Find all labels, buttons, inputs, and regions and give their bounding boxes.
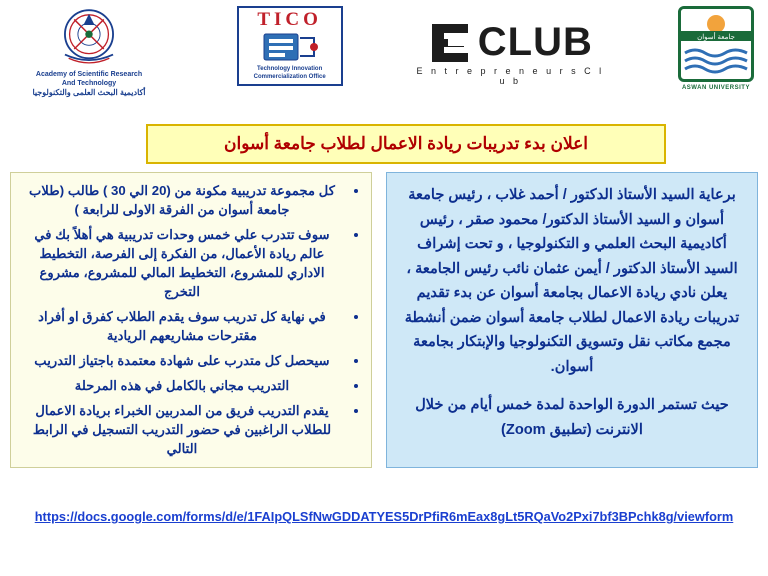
asrt-name-en-line1: Academy of Scientific Research	[35, 71, 143, 78]
tico-acronym: TICO	[257, 9, 322, 30]
club-monogram-icon	[428, 20, 472, 64]
list-item: • في نهاية كل تدريب سوف يقدم الطلاب كفرق او أفراد مقترحات مشاريعهم الريادية	[21, 307, 343, 345]
announcement-panel	[386, 172, 758, 468]
title-banner	[146, 124, 666, 164]
page-title: اعلان بدء تدريبات ريادة الاعمال لطلاب جامعة أسوان	[224, 134, 588, 153]
aswan-university-crest-icon	[681, 9, 751, 79]
list-item: • كل مجموعة تدريبية مكونة من (20 الي 30 ) طالب (طلاب جامعة أسوان من الفرقة الاولى للرابعة )	[21, 181, 343, 219]
registration-link[interactable]: https://docs.google.com/forms/d/e/1FAIpQLSfNwGDDATYES5DrPfiR6mEax8gLt5RQaVo2Pxi7bf3BPchk8g/viewform	[34, 509, 734, 524]
asrt-name-en-line2: And Technology	[61, 80, 117, 87]
announcement-paragraph-1: برعاية السيد الأستاذ الدكتور / أحمد غلاب ، رئيس جامعة أسوان و السيد الأستاذ الدكتور/ محمود صقر ، رئيس أكاديمية البحث العلمي و التكنولوجيا ، و تحت إشراف السيد الأستاذ الدكتور / أيمن عثمان نائب رئيس الجامعة ، يعلن نادي ريادة الاعمال بجامعة أسوان عن بدء تقديم تدريبات ريادة الاعمال لطلاب جامعة أسوان ضمن أنشطة مجمع مكاتب نقل وتسويق التكنولوجيا والإبتكار بجامعة أسوان.	[404, 187, 740, 375]
logo-tico	[237, 6, 343, 86]
details-list	[21, 181, 361, 458]
tico-book-icon	[258, 30, 322, 64]
asrt-caption	[14, 70, 164, 97]
asrt-seal-icon	[52, 6, 126, 68]
announcement-paragraph-2: حيث تستمر الدورة الواحدة لمدة خمس أيام من خلال الانترنت (تطبيق Zoom)	[415, 397, 729, 438]
logo-club	[415, 6, 605, 86]
details-panel	[10, 172, 372, 468]
list-item: • سيحصل كل متدرب على شهادة معتمدة باجتياز التدريب	[21, 351, 343, 370]
list-item: • سوف تتدرب علي خمس وحدات تدريبية هي أهلاً بك في عالم ريادة الأعمال، من الفكرة إلى الفرصة، التخطيط الاداري للمشروع، التخطيط المالي للمشروع، مشروع التخرج	[21, 225, 343, 301]
registration-link-row	[0, 508, 768, 526]
list-item: • التدريب مجاني بالكامل في هذه المرحلة	[21, 376, 343, 395]
list-item: • يقدم التدريب فريق من المدربين الخبراء بريادة الاعمال للطلاب الراغبين في حضور التدريب التسجيل في الرابط التالي	[21, 401, 343, 458]
logo-row	[0, 6, 768, 111]
logo-aswan	[678, 6, 754, 91]
tico-sub-line1: Technology Innovation	[257, 66, 323, 72]
content-panels	[10, 172, 758, 468]
tico-sub-line2: Commercialization Office	[253, 73, 326, 80]
club-wordmark: CLUB	[477, 20, 593, 64]
club-subtitle: E n t r e p r e n e u r s C l u b	[416, 66, 605, 86]
svg-text:جامعة أسوان: جامعة أسوان	[697, 34, 735, 41]
logo-asrt	[14, 6, 164, 97]
aswan-name-en: ASWAN UNIVERSITY	[681, 85, 750, 91]
asrt-name-ar: أكاديمية البحث العلمى والتكنولوجيا	[32, 88, 146, 97]
